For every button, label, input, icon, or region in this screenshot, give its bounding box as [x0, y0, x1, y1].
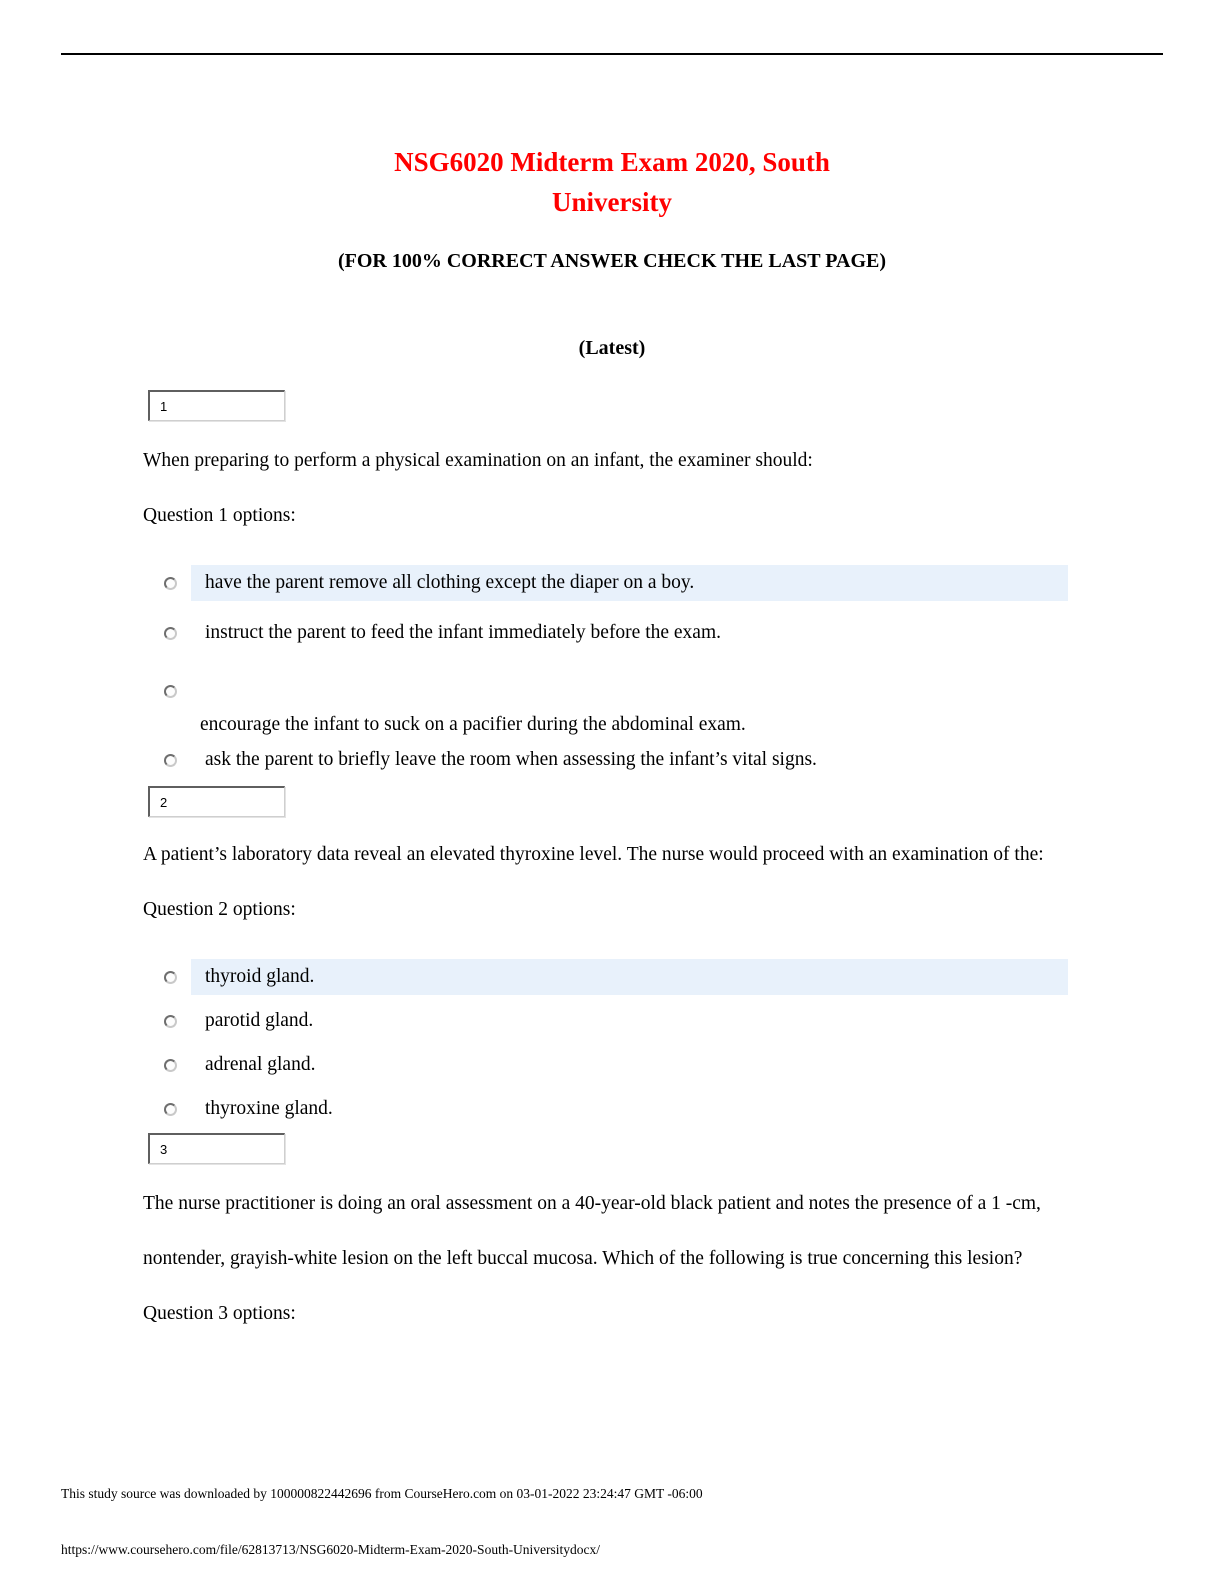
document-url[interactable]: https://www.coursehero.com/file/62813713/NSG6020-Midterm-Exam-2020-South-Universitydocx/	[61, 1542, 601, 1557]
radio-cell	[148, 1003, 191, 1039]
exam-title-line2: University	[552, 187, 672, 217]
radio-button-icon[interactable]	[164, 1015, 177, 1028]
question-number-box[interactable]	[148, 390, 285, 421]
radio-cell	[148, 742, 191, 778]
question-text: The nurse practitioner is doing an oral assessment on a 40-year-old black patient and notes the presence of a 1 -cm, nontender, grayish-white lesion on the left buccal mucosa. Which of the following is true concerning this lesion?	[143, 1193, 1041, 1269]
question-number: 2	[160, 794, 168, 810]
option-row[interactable]	[148, 959, 1068, 995]
question-number-box[interactable]	[148, 1133, 285, 1164]
option-row[interactable]	[148, 1047, 1068, 1083]
question-options-label: Question 1 options:	[143, 505, 296, 526]
question-options-label: Question 3 options:	[143, 1303, 296, 1324]
radio-button-icon[interactable]	[164, 577, 177, 590]
question-number: 3	[160, 1141, 168, 1157]
question-text: A patient’s laboratory data reveal an elevated thyroxine level. The nurse would proceed with an examination of the:	[143, 844, 1044, 865]
radio-cell	[148, 1091, 191, 1127]
option-row[interactable]	[148, 1091, 1068, 1127]
question-options-label: Question 2 options:	[143, 899, 296, 920]
option-label: ask the parent to briefly leave the room when assessing the infant’s vital signs.	[205, 749, 817, 770]
option-row[interactable]	[148, 742, 1068, 778]
exam-title-line1: NSG6020 Midterm Exam 2020, South	[394, 147, 830, 177]
option-label: parotid gland.	[205, 1010, 314, 1031]
radio-cell	[148, 565, 191, 601]
radio-cell	[148, 959, 191, 995]
question-number: 1	[160, 398, 168, 414]
radio-button-icon[interactable]	[164, 627, 177, 640]
question-text: When preparing to perform a physical examination on an infant, the examiner should:	[143, 450, 813, 471]
option-label: adrenal gland.	[205, 1054, 316, 1075]
option-row[interactable]	[148, 565, 1068, 601]
download-source-note: This study source was downloaded by 100000822442696 from CourseHero.com on 03-01-2022 23:24:47 GMT -06:00	[61, 1486, 703, 1501]
option-label: have the parent remove all clothing except the diaper on a boy.	[205, 572, 695, 593]
radio-button-icon[interactable]	[164, 1059, 177, 1072]
question-number-box[interactable]	[148, 786, 285, 817]
radio-button-icon[interactable]	[164, 1103, 177, 1116]
radio-cell	[148, 615, 191, 651]
option-label: encourage the infant to suck on a pacifier during the abdominal exam.	[200, 714, 746, 735]
latest-label: (Latest)	[578, 337, 646, 359]
option-row[interactable]	[148, 1003, 1068, 1039]
option-label: thyroid gland.	[205, 966, 315, 987]
exam-title	[143, 142, 1081, 222]
radio-button-icon[interactable]	[164, 685, 177, 698]
document-content	[143, 0, 1081, 1341]
exam-subtitle: (FOR 100% CORRECT ANSWER CHECK THE LAST PAGE)	[337, 250, 887, 272]
radio-cell	[148, 1047, 191, 1083]
option-row[interactable]	[148, 615, 1068, 651]
option-label: thyroxine gland.	[205, 1098, 333, 1119]
radio-button-icon[interactable]	[164, 971, 177, 984]
radio-button-icon[interactable]	[164, 754, 177, 767]
option-label: instruct the parent to feed the infant immediately before the exam.	[205, 622, 722, 643]
